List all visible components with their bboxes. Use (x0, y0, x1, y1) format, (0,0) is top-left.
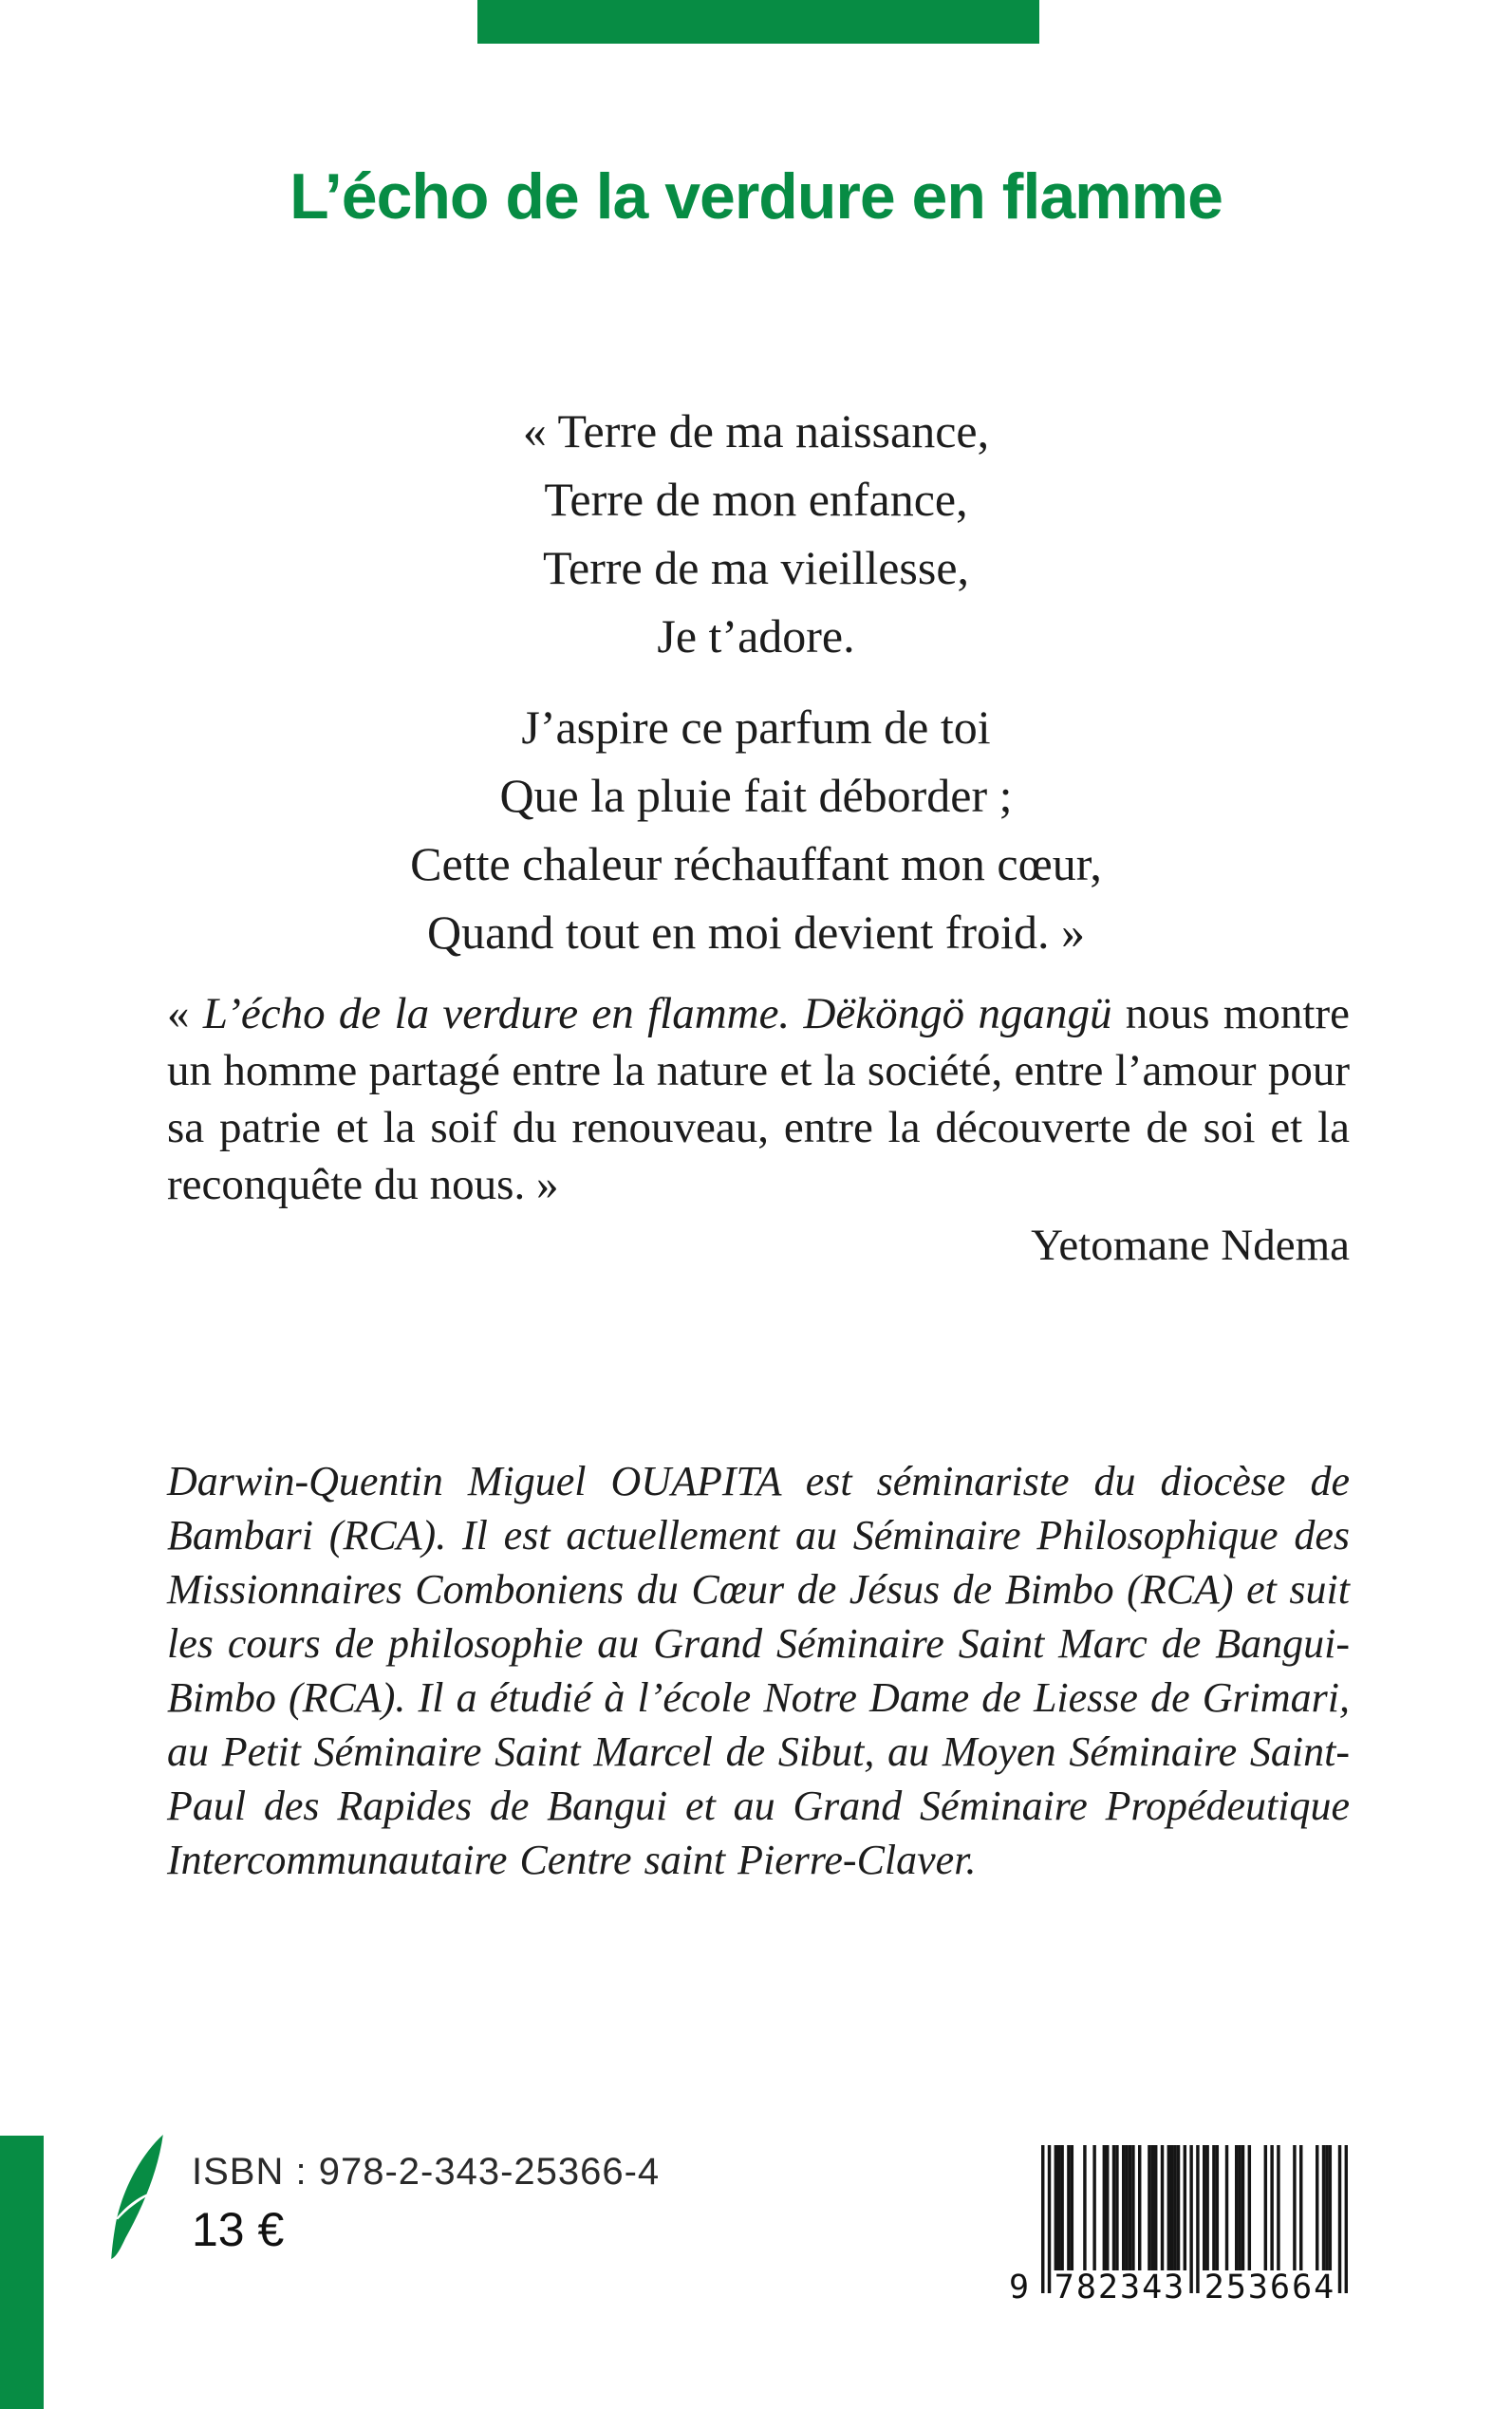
review-quote (167, 985, 1350, 1274)
poem-line: Terre de ma vieillesse, (542, 541, 970, 594)
quote-open-mark: « (167, 989, 203, 1038)
barcode (1009, 2145, 1348, 2311)
barcode-digit-system: 9 (1009, 2269, 1030, 2306)
isbn-label: ISBN : 978-2-343-25366-4 (192, 2151, 661, 2193)
spine-green-bar (0, 2136, 44, 2409)
poem-line: Je t’adore. (657, 609, 855, 663)
quote-book-title: L’écho de la verdure en flamme. Dëköngö ngangü (202, 989, 1112, 1038)
price-label: 13 € (192, 2203, 285, 2256)
poem-line: J’aspire ce parfum de toi (521, 700, 991, 754)
review-attribution: Yetomane Ndema (1031, 1221, 1350, 1270)
poem-stanza-2 (0, 693, 1512, 966)
poem-line: Terre de mon enfance, (544, 473, 968, 526)
book-title: L’écho de la verdure en flamme (289, 160, 1223, 233)
top-green-bar (477, 0, 1039, 44)
barcode-digits-right: 253664 (1204, 2269, 1336, 2306)
poem-excerpt (0, 397, 1512, 966)
review-quote-text (167, 985, 1350, 1213)
poem-line: Que la pluie fait déborder ; (499, 769, 1013, 822)
poem-line: Cette chaleur réchauffant mon cœur, (410, 837, 1102, 890)
barcode-digits-left: 782343 (1054, 2269, 1186, 2306)
poem-line: « Terre de ma naissance, (522, 404, 990, 458)
feather-logo-icon (106, 2134, 169, 2261)
poem-stanza-1 (0, 397, 1512, 670)
poem-line: Quand tout en moi devient froid. » (427, 906, 1085, 959)
author-bio: Darwin-Quentin Miguel OUAPITA est séminariste du diocèse de Bambari (RCA). Il est actuellement au Séminaire Philosophique des Missionnaires Comboniens du Cœur de Jésus de Bimbo (RCA) et suit les cours de philosophie au Grand Séminaire Saint Marc de Bangui-Bimbo (RCA). Il a étudié à l’école Notre Dame de Liesse de Grimari, au Petit Séminaire Saint Marcel de Sibut, au Moyen Séminaire Saint-Paul des Rapides de Bangui et au Grand Séminaire Propédeutique Intercommunautaire Centre saint Pierre-Claver. (167, 1458, 1350, 1883)
quote-body: nous montre un homme partagé entre la nature et la société, entre l’amour pour sa patrie et la soif du renouveau, entre la découverte de soi et la reconquête du nous. » (167, 989, 1351, 1209)
